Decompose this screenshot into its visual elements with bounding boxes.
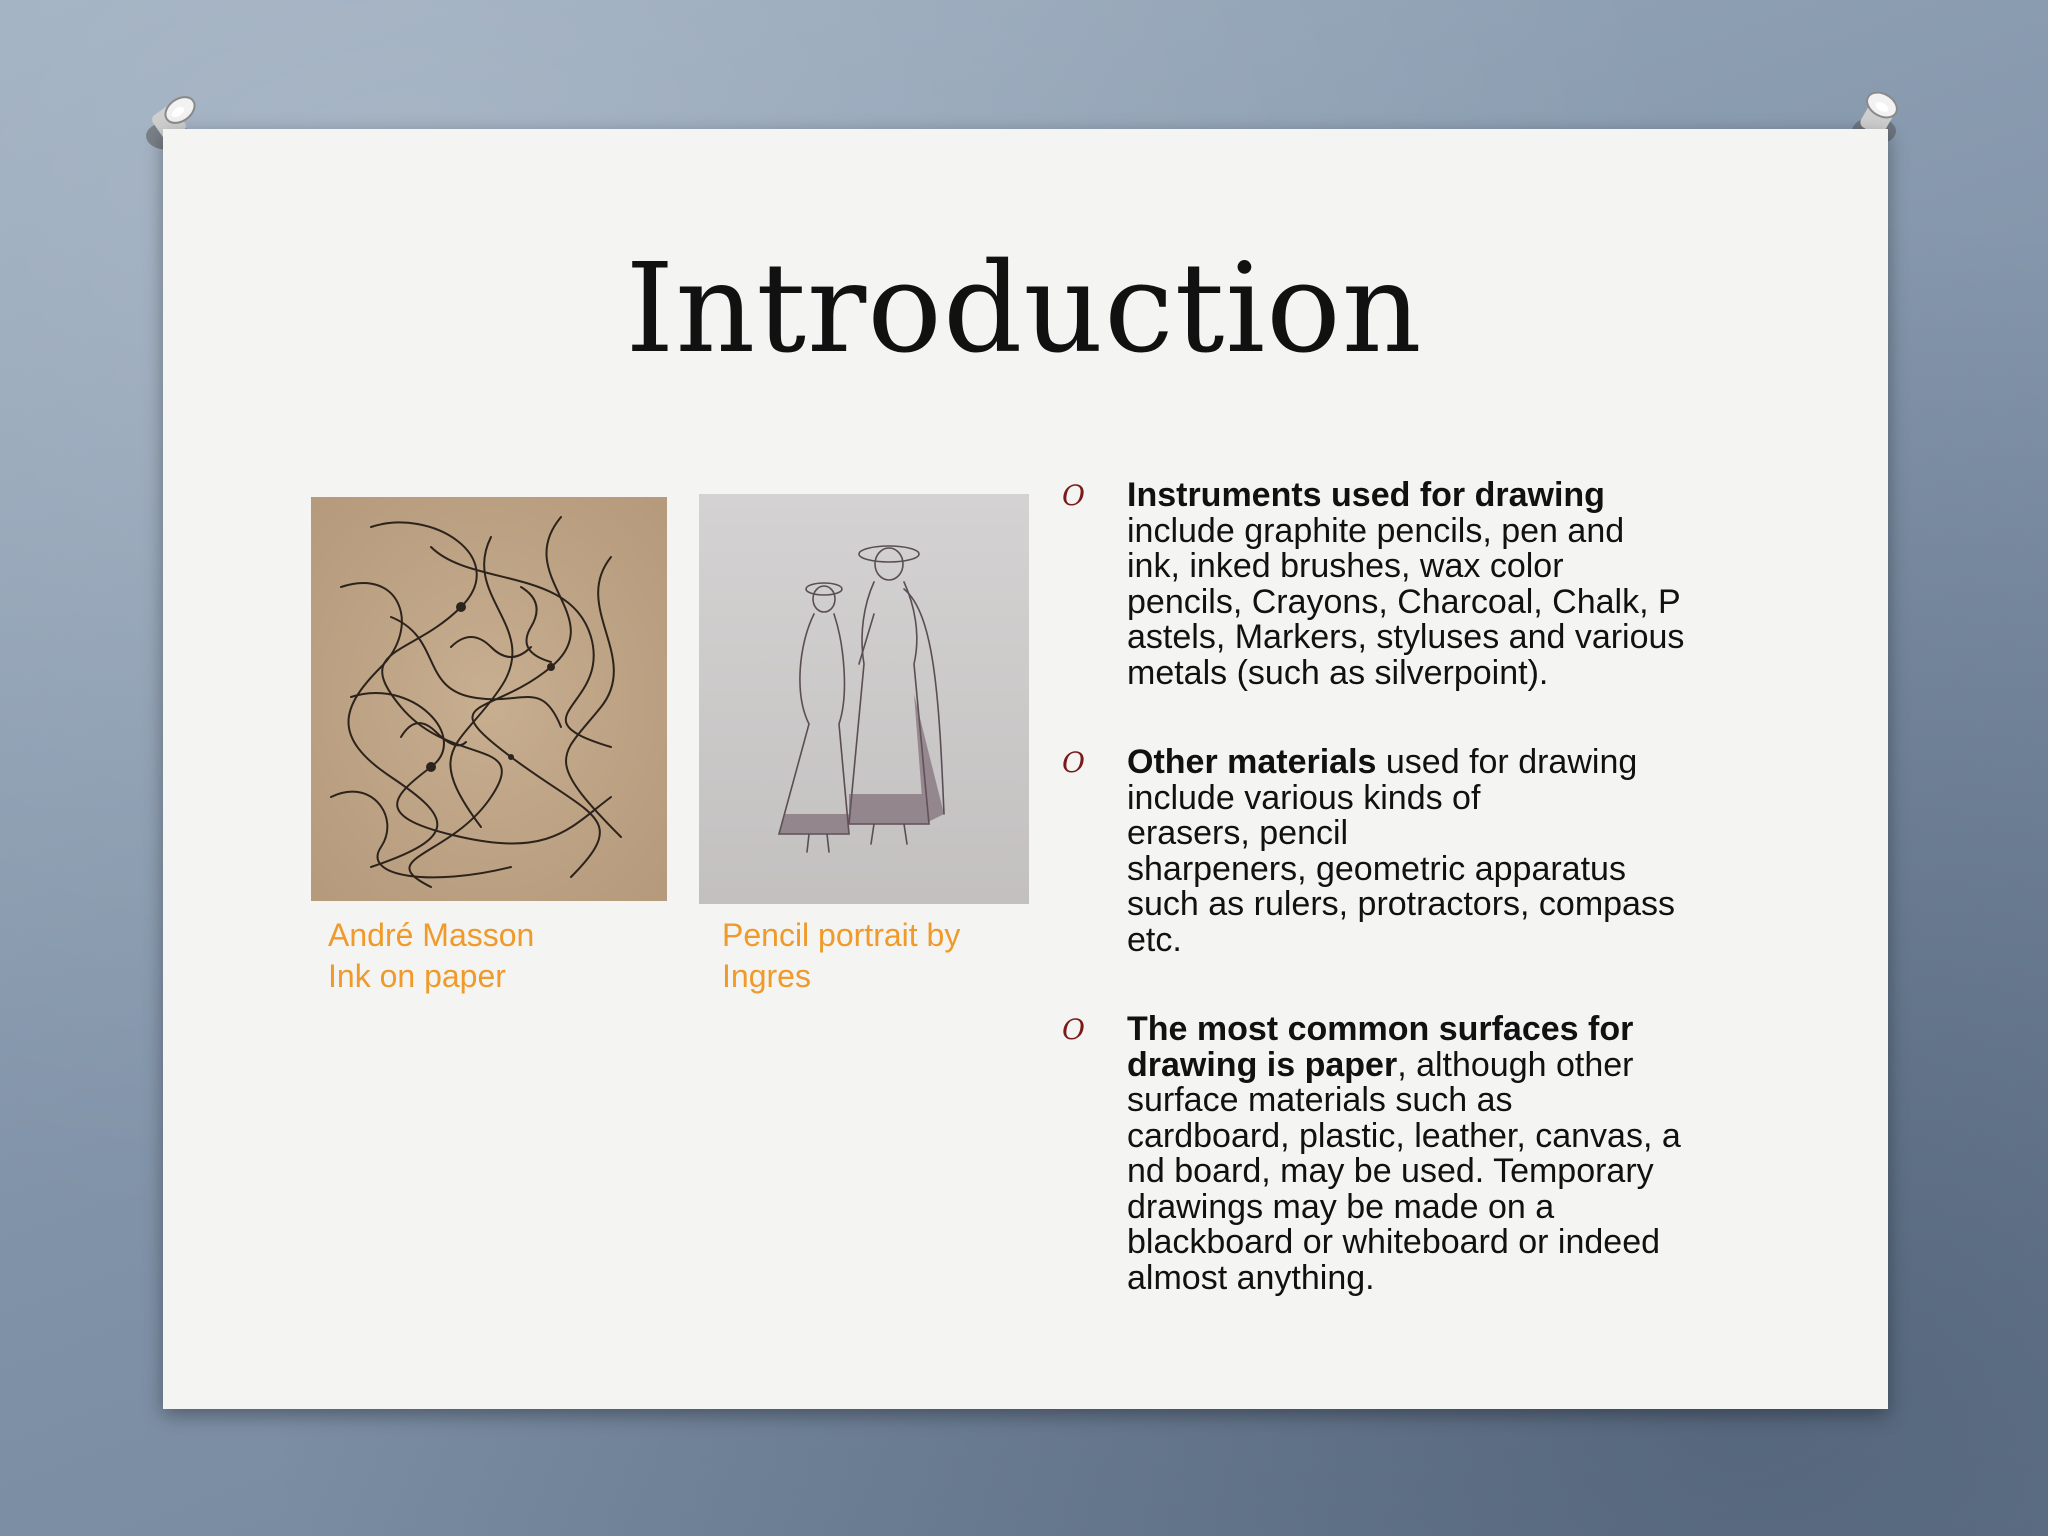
bullet-text: ink, inked brushes, wax color xyxy=(1127,547,1564,585)
caption-line: André Masson xyxy=(328,917,535,953)
bullet-text: almost anything. xyxy=(1127,1258,1375,1297)
bullet-text: cardboard, plastic, leather, canvas, a xyxy=(1127,1116,1681,1155)
bullet-marker-icon: O xyxy=(1062,746,1085,779)
bullet-text: used for drawing xyxy=(1376,743,1638,781)
ingres-caption xyxy=(722,915,960,997)
bullet-text: sharpeners, geometric apparatus xyxy=(1127,849,1626,888)
bullet-text: drawings may be made on a xyxy=(1127,1187,1555,1226)
pencil-portrait-image xyxy=(699,494,1029,904)
bullet-text: etc. xyxy=(1127,920,1182,959)
bullet-text: Other materials xyxy=(1127,743,1377,781)
bullet-text: blackboard or whiteboard or indeed xyxy=(1127,1223,1661,1261)
bullet-text: nd board, may be used. Temporary xyxy=(1127,1152,1654,1190)
bullet-text: such as rulers, protractors, compass xyxy=(1127,885,1675,923)
bullet-text: Instruments used for drawing xyxy=(1127,476,1605,514)
bullet-text: erasers, pencil xyxy=(1127,814,1349,852)
bullet-text: astels, Markers, styluses and various xyxy=(1127,618,1685,656)
bullet-text: , although other xyxy=(1397,1045,1634,1084)
caption-line: Ink on paper xyxy=(328,958,506,994)
caption-line: Ingres xyxy=(722,958,811,994)
bullet-text: include graphite pencils, pen and xyxy=(1127,511,1625,550)
caption-line: Pencil portrait by xyxy=(722,917,961,953)
bullet-text: surface materials such as xyxy=(1127,1081,1513,1119)
bullet-item xyxy=(1062,1012,1762,1296)
bullet-item xyxy=(1062,478,1762,691)
bullet-item xyxy=(1062,745,1762,958)
bullet-list xyxy=(1062,478,1762,1296)
bullet-text: pencils, Crayons, Charcoal, Chalk, P xyxy=(1127,582,1681,621)
bullet-marker-icon: O xyxy=(1062,479,1085,512)
bullet-text: metals (such as silverpoint). xyxy=(1127,653,1549,692)
masson-caption xyxy=(328,915,534,997)
bullet-text: include various kinds of xyxy=(1127,778,1481,817)
ink-drawing-image xyxy=(311,497,667,901)
slide-title: Introduction xyxy=(625,237,1423,381)
bullet-text: drawing is paper xyxy=(1127,1045,1398,1084)
bullet-marker-icon: O xyxy=(1062,1013,1085,1046)
bullet-text: The most common surfaces for xyxy=(1127,1010,1634,1048)
